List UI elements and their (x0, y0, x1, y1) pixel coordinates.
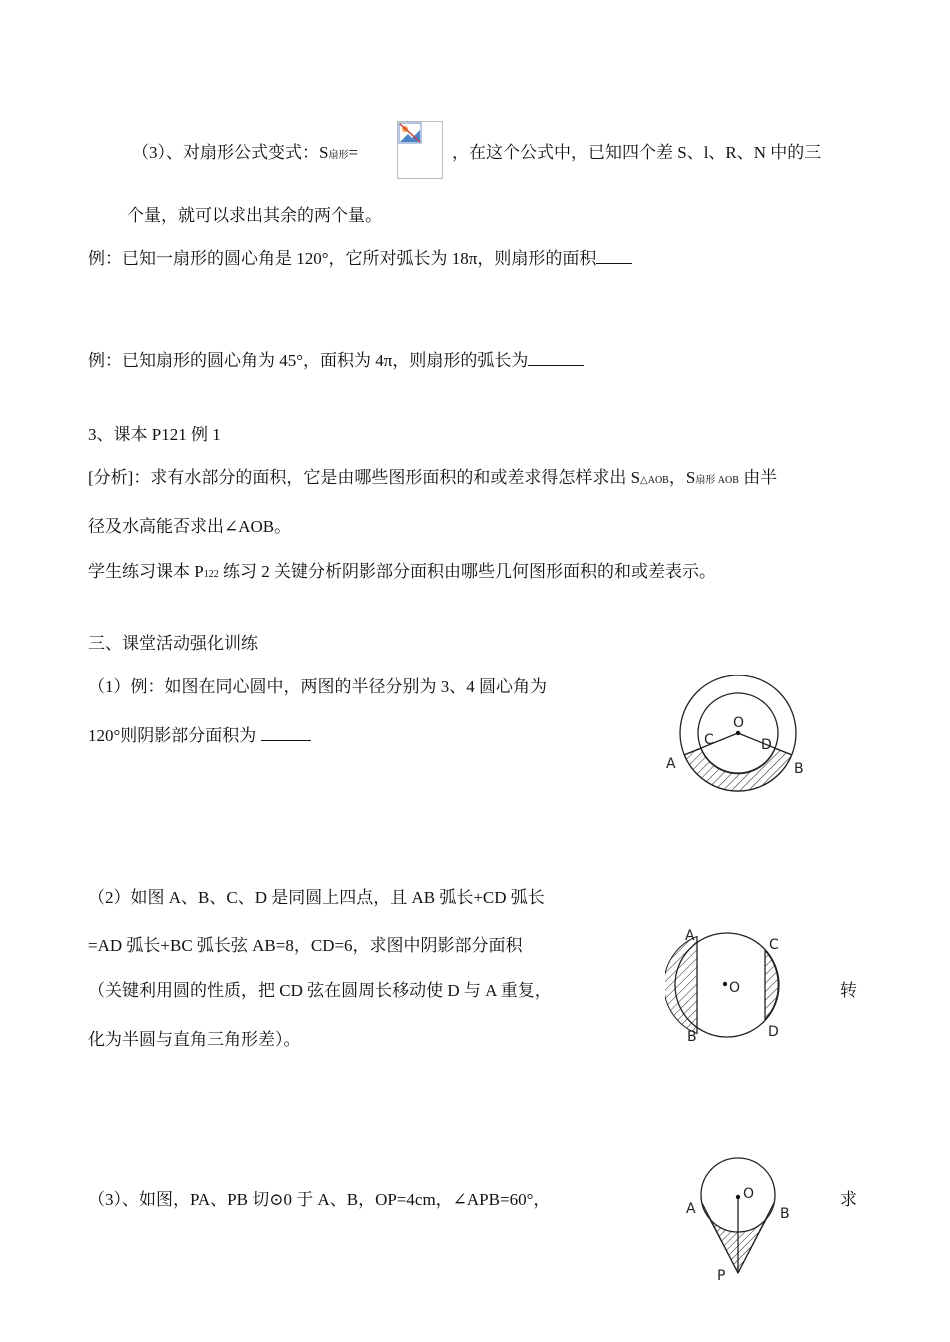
label-a: A (686, 1201, 696, 1217)
subscript: △AOB (640, 475, 669, 486)
label-o: O (729, 980, 741, 996)
answer-blank[interactable] (261, 726, 311, 741)
label-o: O (733, 715, 745, 731)
analysis-line (88, 467, 777, 492)
text: ，S (668, 468, 696, 487)
subscript: 扇形 AOB (695, 475, 739, 486)
text: 由半 (738, 468, 778, 487)
label-p: P (717, 1268, 726, 1284)
figure-circle-chords (665, 922, 800, 1050)
label-d: D (761, 737, 772, 753)
analysis-line-cont: 径及水高能否求出∠AOB。 (88, 517, 292, 536)
label-c: C (769, 937, 779, 953)
example-1 (88, 248, 632, 270)
figure-concentric-circles (660, 675, 820, 800)
label-a: A (666, 756, 676, 772)
answer-blank[interactable] (596, 249, 632, 264)
shaded-segment-ab (665, 937, 697, 1034)
question-3-tail: 求 (840, 1190, 857, 1209)
text: 学生练习课本 P (88, 562, 204, 581)
answer-blank[interactable] (528, 351, 584, 366)
text: 例：已知扇形的圆心角为 45°，面积为 4π，则扇形的弧长为 (88, 351, 529, 370)
label-o: O (743, 1186, 755, 1202)
question-2-line4: 化为半圆与直角三角形差）。 (88, 1030, 301, 1049)
text: （3）、对扇形公式变式：S (132, 143, 329, 162)
practice-line (88, 561, 716, 586)
label-b: B (687, 1029, 697, 1045)
broken-image-icon (397, 121, 443, 179)
formula-line (132, 142, 358, 167)
example-2 (88, 350, 584, 372)
label-a: A (685, 928, 695, 944)
label-c: C (704, 732, 714, 748)
text: 120°则阴影部分面积为 (88, 726, 261, 745)
text: 练习 2 关键分析阴影部分面积由哪些几何图形面积的和或差表示。 (218, 562, 716, 581)
label-b: B (780, 1206, 790, 1222)
shaded-ring-sector (684, 749, 792, 792)
question-2-line2: =AD 弧长+BC 弧长弦 AB=8，CD=6，求图中阴影部分面积 (88, 936, 523, 955)
formula-desc-cont: 个量，就可以求出其余的两个量。 (127, 206, 382, 225)
subscript: 扇形 (328, 150, 349, 161)
figure-tangents (680, 1155, 800, 1285)
center-dot (723, 982, 727, 986)
formula-desc: ，在这个公式中，已知四个差 S、l、R、N 中的三 (452, 143, 822, 162)
text: = (348, 143, 359, 162)
text: 例：已知一扇形的圆心角是 120°，它所对弧长为 18π，则扇形的面积 (88, 249, 597, 268)
text: [分析]：求有水部分的面积，它是由哪些图形面积的和或差求得怎样求出 S (88, 468, 641, 487)
question-2-line3: （关键利用圆的性质，把 CD 弦在圆周长移动使 D 与 A 重复， (88, 981, 552, 1000)
label-b: B (794, 761, 804, 777)
question-2-line3-tail: 转 (840, 981, 857, 1000)
label-d: D (768, 1024, 779, 1040)
question-3: （3）、如图，PA、PB 切⊙0 于 A、B，OP=4cm，∠APB=60°， (88, 1190, 551, 1209)
section-title: 三、课堂活动强化训练 (88, 634, 258, 653)
question-1-cont (88, 725, 311, 747)
question-2: （2）如图 A、B、C、D 是同圆上四点，且 AB 弧长+CD 弧长 (88, 888, 545, 907)
shaded-segment-cd (765, 951, 778, 1020)
subscript: 122 (203, 569, 219, 580)
question-1: （1）例：如图在同心圆中，两图的半径分别为 3、4 圆心角为 (88, 677, 547, 696)
center-dot (736, 731, 740, 735)
section-3-title: 3、课本 P121 例 1 (88, 425, 221, 444)
center-dot (736, 1195, 740, 1199)
